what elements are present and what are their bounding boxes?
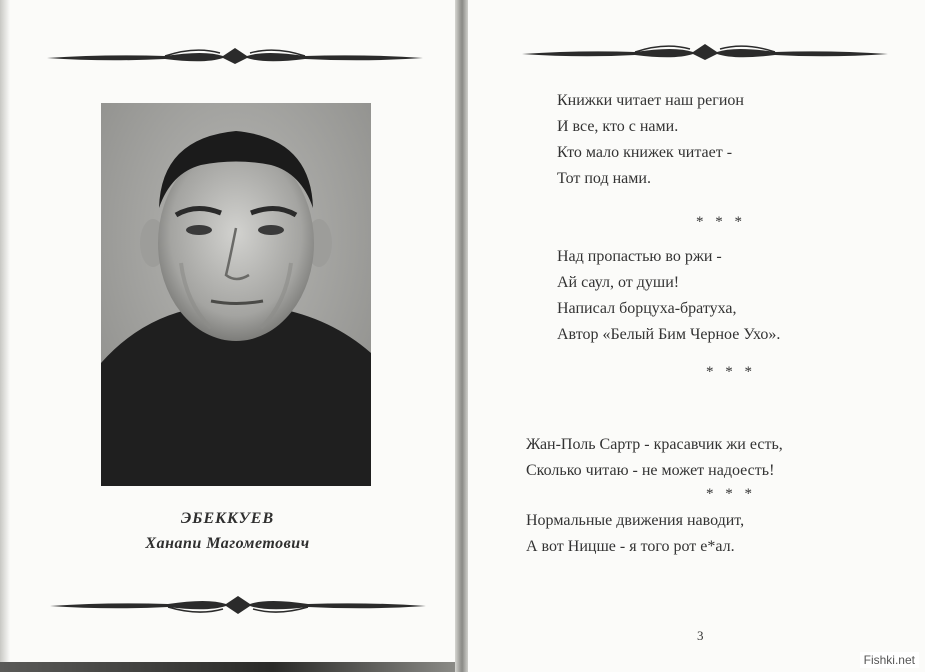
verse-line: Нормальные движения наводит, xyxy=(526,512,745,529)
verse-line: Написал борцуха-братуха, xyxy=(557,300,737,317)
top-ornament-right xyxy=(520,40,890,64)
stanza-divider-2: * * * xyxy=(706,364,756,380)
verse-line: Кто мало книжек читает - xyxy=(557,144,733,161)
stanza-2 xyxy=(557,244,780,348)
book-gutter xyxy=(455,0,468,672)
bottom-ornament-left xyxy=(48,594,428,618)
stanza-divider-3: * * * xyxy=(706,486,756,502)
watermark: Fishki.net xyxy=(860,652,919,668)
verse-line: Ай саул, от души! xyxy=(557,274,680,291)
left-page xyxy=(0,0,455,672)
stanza-4 xyxy=(526,508,744,560)
stanza-3 xyxy=(526,432,783,484)
verse-line: А вот Ницше - я того рот е*ал. xyxy=(526,538,735,555)
page-shadow xyxy=(0,0,10,672)
verse-line: Над пропастью во ржи - xyxy=(557,248,722,265)
page-number: 3 xyxy=(697,628,704,643)
verse-line: Жан-Поль Сартр - красавчик жи есть, xyxy=(526,436,783,453)
stanza-1 xyxy=(557,88,744,192)
verse-line: Книжки читает наш регион xyxy=(557,92,744,109)
bottom-edge xyxy=(0,662,455,672)
verse-line: И все, кто с нами. xyxy=(557,118,679,135)
caption-full-name: Ханапи Магометович xyxy=(145,535,310,552)
verse-line: Сколько читаю - не может надоесть! xyxy=(526,462,775,479)
verse-line: Автор «Белый Бим Черное Ухо». xyxy=(557,326,781,343)
verse-line: Тот под нами. xyxy=(557,170,651,187)
caption-surname: ЭБЕККУЕВ xyxy=(180,510,275,527)
top-ornament-left xyxy=(45,44,425,68)
stanza-divider-1: * * * xyxy=(696,214,746,230)
portrait-photo xyxy=(101,103,371,486)
